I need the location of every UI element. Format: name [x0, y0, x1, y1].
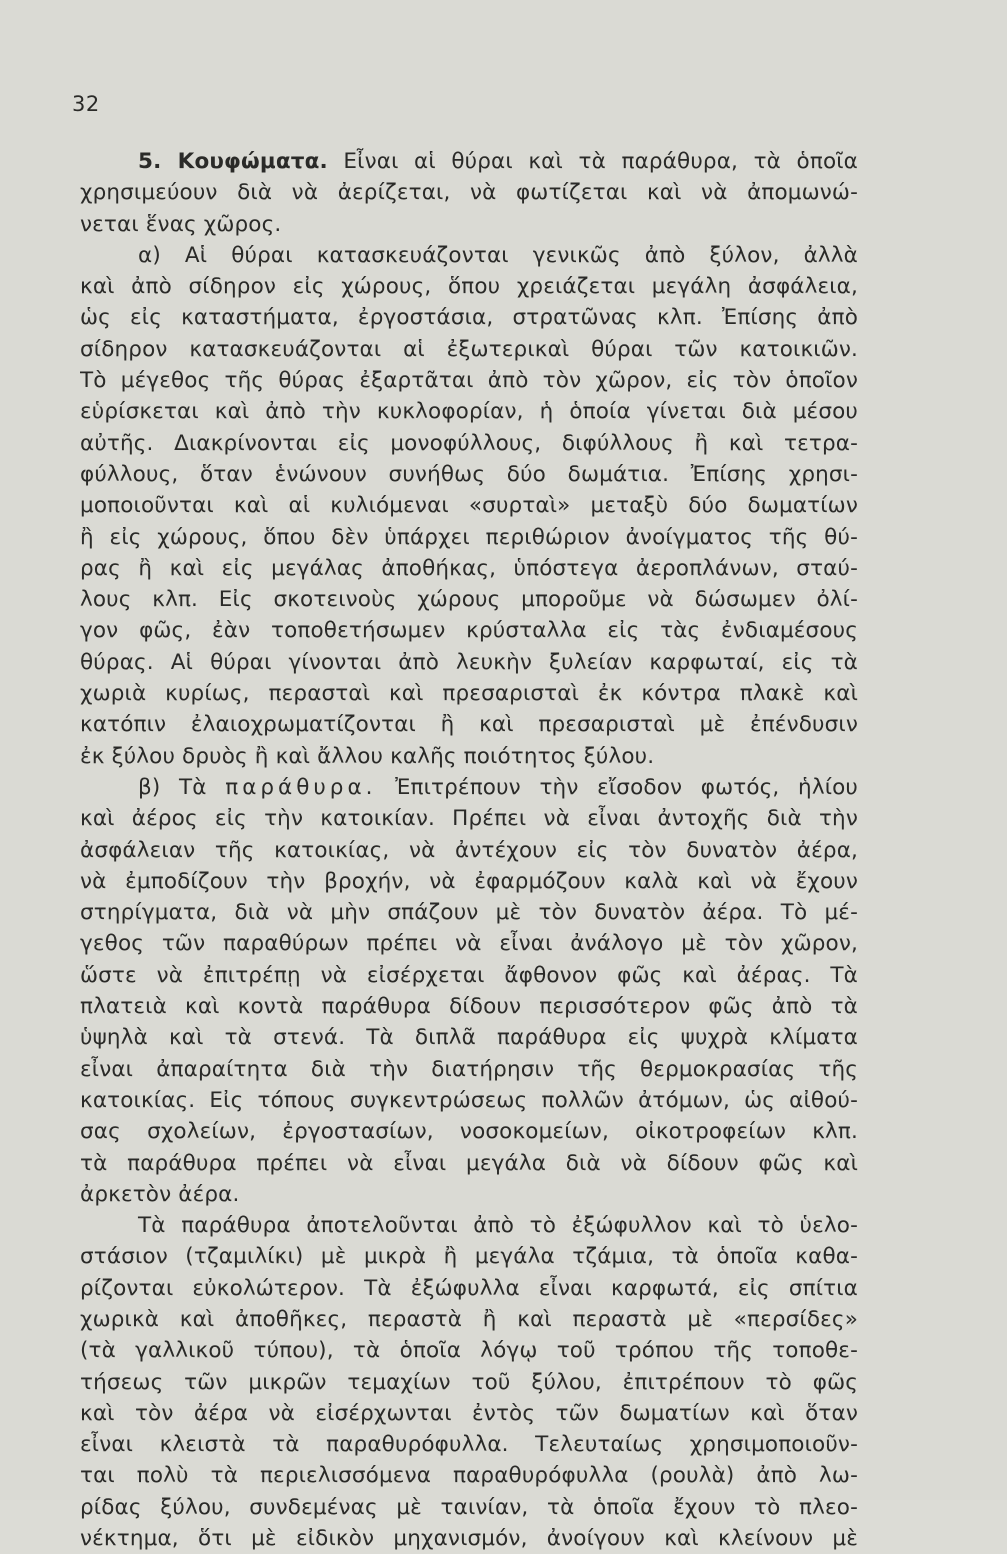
text-line: κατοικίας. Εἰς τόπους συγκεντρώσεως πολλῶν ἀτόμων, ὡς αἰθού-: [80, 1087, 858, 1113]
subheading-windows: παράθυρα.: [225, 774, 377, 800]
text-line: μοποιοῦνται καὶ αἱ κυλιόμεναι «συρταὶ» μεταξὺ δύο δωματίων: [80, 493, 858, 519]
text-line: τὰ παράθυρα πρέπει νὰ εἶναι μεγάλα διὰ νὰ δίδουν φῶς καὶ: [80, 1150, 858, 1176]
text-fragment: Εἶναι αἱ θύραι καὶ τὰ παράθυρα, τὰ ὁποῖα: [343, 149, 858, 174]
text-line: ται πολὺ τὰ περιελισσόμενα παραθυρόφυλλα (ρουλὰ) ἀπὸ λω-: [80, 1463, 858, 1489]
text-line: φύλλους, ὅταν ἑνώνουν συνήθως δύο δωμάτια. Ἐπίσης χρησι-: [80, 461, 858, 487]
text-line: σας σχολείων, ἐργοστασίων, νοσοκομείων, οἰκοτροφείων κλπ.: [80, 1119, 858, 1145]
text-line: ἐκ ξύλου δρυὸς ἢ καὶ ἄλλου καλῆς ποιότητος ξύλου.: [80, 743, 655, 769]
text-line: πλατειὰ καὶ κοντὰ παράθυρα δίδουν περισσότερον φῶς ἀπὸ τὰ: [80, 994, 858, 1020]
page-number: 32: [72, 92, 100, 116]
text-line: λους κλπ. Εἰς σκοτεινοὺς χώρους μποροῦμε νὰ δώσωμεν ὀλί-: [80, 587, 858, 613]
text-line: ὑψηλὰ καὶ τὰ στενά. Τὰ διπλᾶ παράθυρα εἰς ψυχρὰ κλίματα: [80, 1025, 858, 1051]
text-line: ὥστε νὰ ἐπιτρέπῃ νὰ εἰσέρχεται ἄφθονον φῶς καὶ ἀέρας. Τὰ: [80, 962, 858, 988]
text-line: αὐτῆς. Διακρίνονται εἰς μονοφύλλους, διφύλλους ἢ καὶ τετρα-: [80, 430, 858, 456]
text-line: Τὰ παράθυρα ἀποτελοῦνται ἀπὸ τὸ ἐξώφυλλον καὶ τὸ ὑελο-: [138, 1213, 858, 1239]
text-line: στηρίγματα, διὰ νὰ μὴν σπάζουν μὲ τὸν δυνατὸν ἀέρα. Τὸ μέ-: [80, 900, 858, 926]
text-line: ἢ εἰς χώρους, ὅπου δὲν ὑπάρχει περιθώριον ἀνοίγματος τῆς θύ-: [80, 524, 858, 550]
text-line: [80, 146, 858, 177]
text-line: ἀσφάλειαν τῆς κατοικίας, νὰ ἀντέχουν εἰς τὸν δυνατὸν ἀέρα,: [80, 837, 858, 863]
text-line: εἶναι κλειστὰ τὰ παραθυρόφυλλα. Τελευταίως χρησιμοποιοῦν-: [80, 1432, 858, 1458]
text-line: νέκτημα, ὅτι μὲ εἰδικὸν μηχανισμόν, ἀνοίγουν καὶ κλείνουν μὲ: [80, 1526, 858, 1552]
text-line: γον φῶς, ἐὰν τοποθετήσωμεν κρύσταλλα εἰς τὰς ἐνδιαμέσους: [80, 618, 858, 644]
text-line: ρας ἢ καὶ εἰς μεγάλας ἀποθήκας, ὑπόστεγα ἀεροπλάνων, σταύ-: [80, 555, 858, 581]
text-line: νεται ἕνας χῶρος.: [80, 211, 282, 237]
body-text: [80, 146, 858, 1554]
text-fragment: Ἐπιτρέπουν τὴν εἴσοδον φωτός, ἡλίου: [395, 774, 858, 800]
text-line: θύρας. Αἱ θύραι γίνονται ἀπὸ λευκὴν ξυλείαν καρφωταί, εἰς τὰ: [80, 649, 858, 675]
text-line: νὰ ἐμποδίζουν τὴν βροχήν, νὰ ἐφαρμόζουν καλὰ καὶ νὰ ἔχουν: [80, 868, 858, 894]
text-line: καὶ ἀπὸ σίδηρον εἰς χώρους, ὅπου χρειάζεται μεγάλη ἀσφάλεια,: [80, 274, 858, 300]
text-line: χωριὰ κυρίως, περασταὶ καὶ πρεσαρισταὶ ἐκ κόντρα πλακὲ καὶ: [80, 681, 858, 707]
text-line: ρίδας ξύλου, συνδεμένας μὲ ταινίαν, τὰ ὁποῖα ἔχουν τὸ πλεο-: [80, 1494, 858, 1520]
text-line: α) Αἱ θύραι κατασκευάζονται γενικῶς ἀπὸ ξύλον, ἀλλὰ: [138, 242, 858, 268]
text-line: ρίζονται εὐκολώτερον. Τὰ ἐξώφυλλα εἶναι καρφωτά, εἰς σπίτια: [80, 1275, 858, 1301]
text-line: στάσιον (τζαμιλίκι) μὲ μικρὰ ἢ μεγάλα τζάμια, τὰ ὁποῖα καθα-: [80, 1244, 858, 1270]
text-line: σίδηρον κατασκευάζονται αἱ ἐξωτερικαὶ θύραι τῶν κατοικιῶν.: [80, 336, 858, 362]
text-line: εἶναι ἀπαραίτητα διὰ τὴν διατήρησιν τῆς θερμοκρασίας τῆς: [80, 1056, 858, 1082]
text-line: [80, 772, 858, 803]
text-line: γεθος τῶν παραθύρων πρέπει νὰ εἶναι ἀνάλογο μὲ τὸν χῶρον,: [80, 931, 858, 957]
text-line: καὶ τὸν ἀέρα νὰ εἰσέρχωνται ἐντὸς τῶν δωματίων καὶ ὅταν: [80, 1400, 858, 1426]
text-line: καὶ ἀέρος εἰς τὴν κατοικίαν. Πρέπει νὰ εἶναι ἀντοχῆς διὰ τὴν: [80, 806, 858, 832]
subheading-prefix: β) Τὰ: [138, 774, 207, 800]
text-line: (τὰ γαλλικοῦ τύπου), τὰ ὁποῖα λόγῳ τοῦ τρόπου τῆς τοποθε-: [80, 1338, 858, 1364]
text-line: τήσεως τῶν μικρῶν τεμαχίων τοῦ ξύλου, ἐπιτρέπουν τὸ φῶς: [80, 1369, 858, 1395]
section-heading: 5. Κουφώματα.: [138, 149, 328, 174]
text-line: κατόπιν ἐλαιοχρωματίζονται ἢ καὶ πρεσαρισταὶ μὲ ἐπένδυσιν: [80, 712, 858, 738]
text-line: εὑρίσκεται καὶ ἀπὸ τὴν κυκλοφορίαν, ἡ ὁποία γίνεται διὰ μέσου: [80, 399, 858, 425]
text-line: ὡς εἰς καταστήματα, ἐργοστάσια, στρατῶνας κλπ. Ἐπίσης ἀπὸ: [80, 305, 858, 331]
text-line: χρησιμεύουν διὰ νὰ ἀερίζεται, νὰ φωτίζεται καὶ νὰ ἀπομωνώ-: [80, 180, 858, 206]
text-line: ἀρκετὸν ἀέρα.: [80, 1181, 240, 1207]
text-line: χωρικὰ καὶ ἀποθῆκες, περαστὰ ἢ καὶ περαστὰ μὲ «περσίδες»: [80, 1306, 858, 1332]
text-line: Τὸ μέγεθος τῆς θύρας ἐξαρτᾶται ἀπὸ τὸν χῶρον, εἰς τὸν ὁποῖον: [80, 368, 858, 394]
